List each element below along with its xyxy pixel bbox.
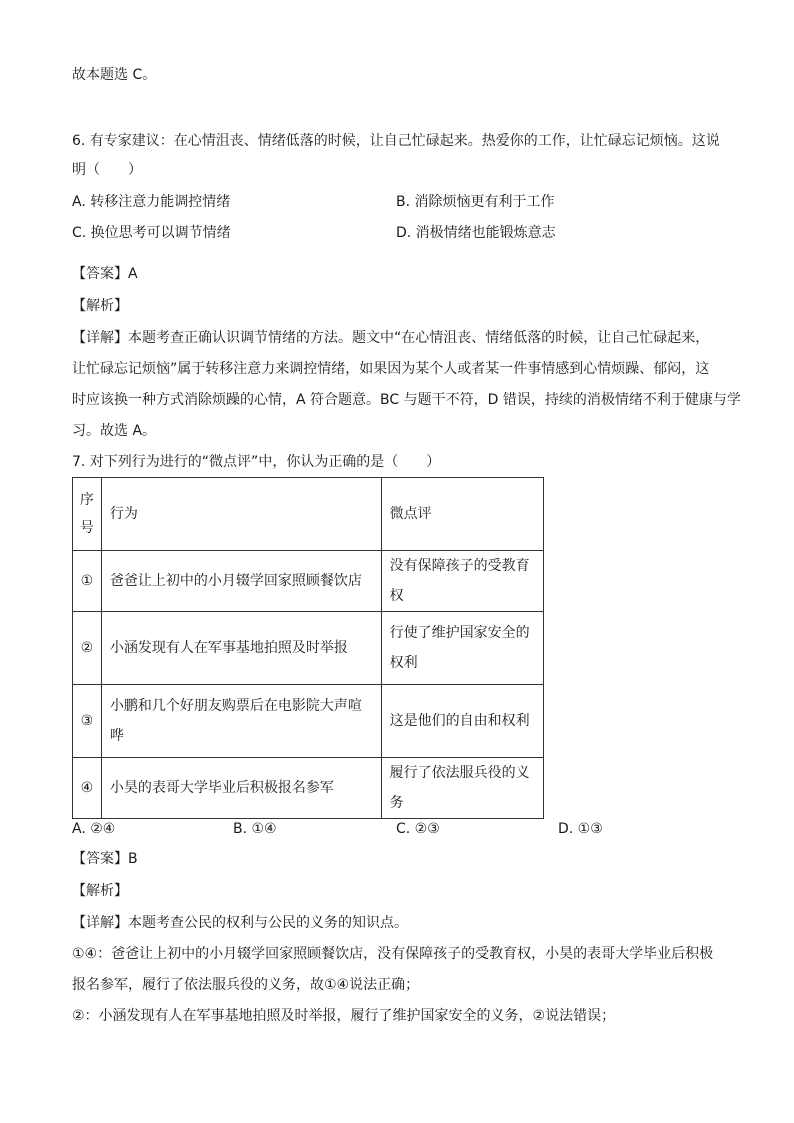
q6-stem-line2: 明（ ） [72,162,142,178]
q6-detail-line3: 时应该换一种方式消除烦躁的心情，A 符合题意。BC 与题干不符，D 错误，持续的消极情绪不利于健康与学 [72,392,741,408]
q7-analysis-label: 【解析】 [72,883,128,899]
q7-detail-line2: ①④：爸爸让上初中的小月辍学回家照顾餐饮店，没有保障孩子的受教育权，小昊的表哥大学毕业后积极 [72,946,714,962]
q6-stem-line1: 6. 有专家建议：在心情沮丧、情绪低落的时候，让自己忙碌起来。热爱你的工作，让忙碌忘记烦恼。这说 [72,133,720,149]
q6-analysis-label: 【解析】 [72,298,128,314]
header-number-line1: 序 [79,492,94,508]
table-row [73,551,544,612]
q7-detail-line3: 报名参军，履行了依法服兵役的义务，故①④说法正确； [72,977,420,993]
row-comment-text: 行使了维护国家安全的权利 [389,625,530,671]
row-comment: 没有保障孩子的受教育权 [381,551,543,612]
q7-option-c: C. ②③ [396,821,440,837]
q7-detail-line4: ②：小涵发现有人在军事基地拍照及时举报，履行了维护国家安全的义务，②说法错误； [72,1008,616,1024]
q7-detail-line1: 【详解】本题考查公民的权利与公民的义务的知识点。 [72,915,408,931]
table-row [73,685,544,758]
q7-option-d: D. ①③ [558,821,603,837]
row-number: ② [73,612,102,685]
q6-detail-line2: 让忙碌忘记烦恼”属于转移注意力来调控情绪，如果因为某个人或者某一件事情感到心情烦躁、郁闷，这 [72,361,710,377]
q7-option-b: B. ①④ [233,821,277,837]
table-row [73,612,544,685]
q6-answer: 【答案】A [72,266,138,282]
q6-detail-line4: 习。故选 A。 [72,423,157,439]
header-number-line2: 号 [79,520,94,536]
q6-option-d: D. 消极情绪也能锻炼意志 [396,225,556,241]
row-number: ① [73,551,102,612]
header-behavior: 行为 [101,478,381,551]
table-row [73,758,544,819]
row-number: ③ [73,685,102,758]
q7-option-a: A. ②④ [72,821,116,837]
q7-stem: 7. 对下列行为进行的“微点评”中，你认为正确的是（ ） [72,454,441,470]
q6-option-c: C. 换位思考可以调节情绪 [72,225,231,241]
q7-table [72,477,544,819]
row-behavior [101,685,381,758]
q7-answer: 【答案】B [72,851,138,867]
header-comment: 微点评 [381,478,543,551]
row-behavior: 爸爸让上初中的小月辍学回家照顾餐饮店 [101,551,381,612]
row-comment: 履行了依法服兵役的义务 [381,758,543,819]
q6-detail-line1: 【详解】本题考查正确认识调节情绪的方法。题文中“在心情沮丧、情绪低落的时候，让自己忙碌起来， [72,330,710,346]
table-header-row [73,478,544,551]
q6-option-a: A. 转移注意力能调控情绪 [72,194,231,210]
q6-option-b: B. 消除烦恼更有利于工作 [396,194,555,210]
row-comment [381,612,543,685]
row-behavior: 小涵发现有人在军事基地拍照及时举报 [101,612,381,685]
row-number: ④ [73,758,102,819]
header-number [73,478,102,551]
row-behavior-text: 小鹏和几个好朋友购票后在电影院大声喧哗 [109,698,362,744]
previous-conclusion: 故本题选 C。 [72,67,157,83]
row-behavior: 小昊的表哥大学毕业后积极报名参军 [101,758,381,819]
row-comment: 这是他们的自由和权利 [381,685,543,758]
